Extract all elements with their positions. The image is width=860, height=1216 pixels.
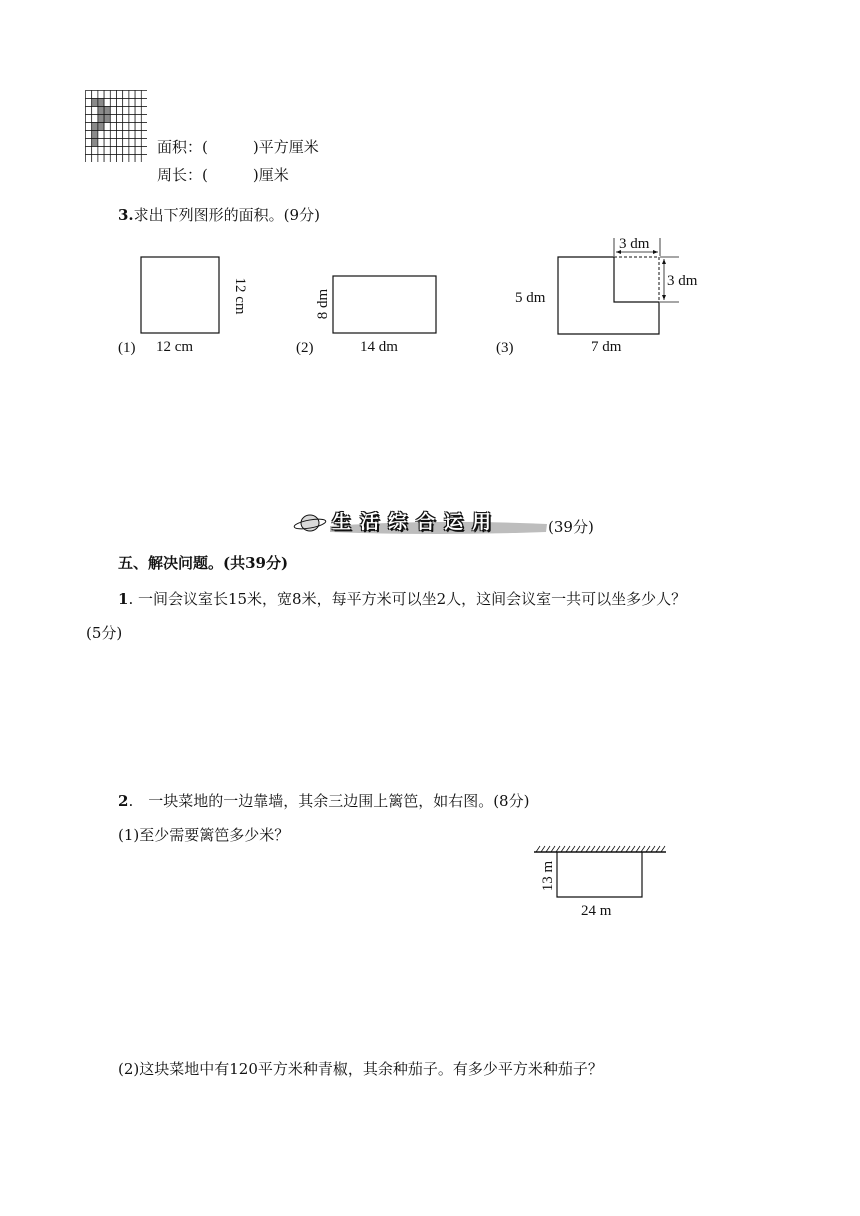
section-5-heading: 五、解决问题。(共39分) (118, 554, 289, 572)
hatch-mark (656, 846, 660, 852)
hatch-mark (631, 846, 635, 852)
hatch-mark (556, 846, 560, 852)
hatch-mark (581, 846, 585, 852)
figure-1-side-label: 12 cm (232, 277, 248, 315)
hatch-mark (591, 846, 595, 852)
hatch-mark (546, 846, 550, 852)
hatch-mark (616, 846, 620, 852)
garden-rectangle (557, 852, 642, 897)
hatch-mark (561, 846, 565, 852)
question-2-number: 2 (118, 792, 129, 810)
hatch-mark (606, 846, 610, 852)
question-2-body: . 一块菜地的一边靠墙，其余三边围上篱笆，如右图。(8分) (128, 792, 530, 810)
hatch-mark (611, 846, 615, 852)
garden-height-label: 13 m (540, 860, 556, 892)
perimeter-blank-label: 周长：( )厘米 (157, 166, 289, 184)
hatch-mark (601, 846, 605, 852)
hatch-mark (541, 846, 545, 852)
area-blank-label: 面积：( )平方厘米 (157, 138, 319, 156)
banner-title: 生活综合运用 (332, 511, 501, 533)
figure-3-right-label: 3 dm (667, 273, 698, 289)
figure-2-bottom-label: 14 dm (360, 339, 398, 355)
question-1-number: 1 (118, 590, 129, 608)
hatch-mark (576, 846, 580, 852)
hatch-mark (571, 846, 575, 852)
garden-width-label: 24 m (581, 903, 612, 919)
hatch-mark (551, 846, 555, 852)
figure-1-bottom-label: 12 cm (156, 339, 194, 355)
figure-2-number: (2) (296, 340, 314, 356)
wall-hatching (536, 846, 665, 852)
question-3-text: 求出下列图形的面积。(9分) (133, 206, 320, 224)
hatch-mark (566, 846, 570, 852)
hatch-mark (661, 846, 665, 852)
figure-3-bottom-label: 7 dm (591, 339, 622, 355)
question-1-body: . 一间会议室长15米，宽8米，每平方米可以坐2人，这间会议室一共可以坐多少人？ (128, 590, 687, 608)
hatch-mark (646, 846, 650, 852)
hatch-mark (651, 846, 655, 852)
hatch-mark (636, 846, 640, 852)
hatch-mark (621, 846, 625, 852)
question-3-number: 3. (118, 206, 134, 224)
question-2-sub2: (2)这块菜地中有120平方米种青椒，其余种茄子。有多少平方米种茄子？ (118, 1060, 603, 1078)
banner-points: (39分) (548, 518, 594, 536)
hatch-mark (586, 846, 590, 852)
figure-3-top-label: 3 dm (619, 236, 650, 252)
hatch-mark (596, 846, 600, 852)
figure-1-number: (1) (118, 340, 136, 356)
figure-3-number: (3) (496, 340, 514, 356)
figure-2-side-label: 8 dm (315, 288, 331, 320)
hatch-mark (641, 846, 645, 852)
question-1-points: (5分) (86, 624, 123, 642)
question-2-sub1: (1)至少需要篱笆多少米？ (118, 826, 290, 844)
hatch-mark (536, 846, 540, 852)
hatch-mark (626, 846, 630, 852)
figure-3-left-label: 5 dm (515, 290, 546, 306)
